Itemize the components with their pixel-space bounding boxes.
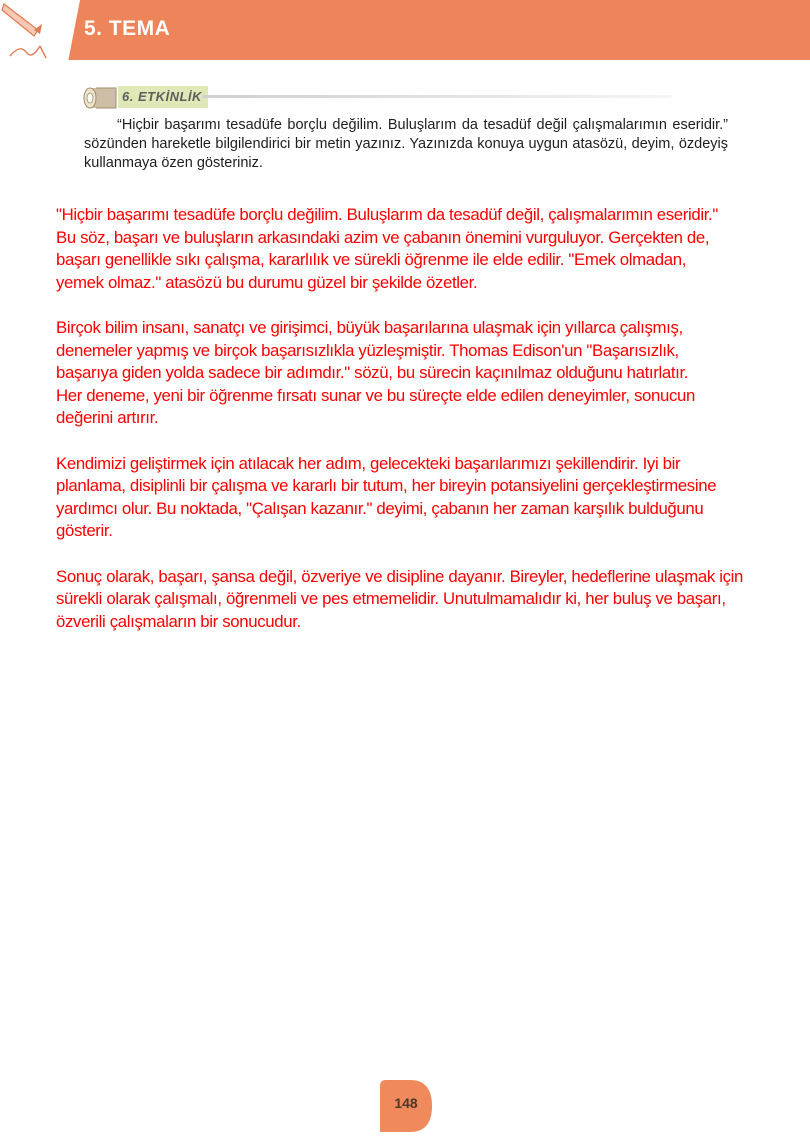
activity-header bbox=[82, 82, 682, 112]
essay-line: Her deneme, yeni bir öğrenme fırsatı sunar ve bu süreçte elde edilen deneyimler, sonucun bbox=[56, 385, 695, 405]
activity-divider bbox=[202, 95, 672, 98]
page-number: 148 bbox=[394, 1095, 418, 1111]
essay-line: Birçok bilim insanı, sanatçı ve girişimci, büyük başarılarına ulaşmak için yıllarca çalışmış, bbox=[56, 317, 683, 337]
activity-prompt-text: “Hiçbir başarımı tesadüfe borçlu değilim. Buluşlarım da tesadüf değil çalışmalarımın eseridir.” sözünden hareketle bilgilendirici bir metin yazınız. Yazınızda konuya uygun atasözü, deyim, özdeyiş kullanmaya özen gösteriniz. bbox=[84, 117, 728, 171]
theme-title: 5. TEMA bbox=[84, 17, 171, 40]
essay-line: başarıya giden yolda sadece bir adımdır." sözü, bu sürecin kaçınılmaz olduğunu hatırlatır. bbox=[56, 363, 689, 383]
scroll-icon bbox=[82, 82, 122, 112]
essay-line: yemek olmaz." atasözü bu durumu güzel bir şekilde özetler. bbox=[56, 272, 478, 292]
essay-line: gösterir. bbox=[56, 521, 113, 541]
essay-paragraph bbox=[56, 453, 796, 543]
essay-line: Sonuç olarak, başarı, şansa değil, özveriye ve disipline dayanır. Bireyler, hedeflerine ulaşmak için bbox=[56, 566, 743, 586]
essay-line: planlama, disiplinli bir çalışma ve kararlı bir tutum, her bireyin potansiyelini gerçekleştirmesine bbox=[56, 476, 717, 496]
essay-body bbox=[56, 204, 796, 656]
essay-paragraph bbox=[56, 317, 796, 430]
essay-line: değerini artırır. bbox=[56, 408, 159, 428]
essay-line: "Hiçbir başarımı tesadüfe borçlu değilim. Buluşlarım da tesadüf değil, çalışmalarımın eseridir." bbox=[56, 205, 718, 224]
activity-prompt bbox=[84, 116, 728, 173]
essay-line: Kendimizi geliştirmek için atılacak her adım, gelecekteki başarılarımızı şekillendirir. Iyi bir bbox=[56, 453, 681, 473]
pen-icon bbox=[0, 0, 72, 72]
essay-line: başarı genellikle sıkı çalışma, kararlılık ve sürekli öğrenme ile elde edilir. "Emek olmadan, bbox=[56, 250, 687, 270]
essay-line: özverili çalışmaların bir sonucudur. bbox=[56, 611, 301, 631]
essay-paragraph bbox=[56, 204, 796, 294]
essay-line: yardımcı olur. Bu noktada, "Çalışan kazanır." deyimi, çabanın her zaman karşılık bulduğunu bbox=[56, 498, 704, 518]
activity-label: 6. ETKİNLİK bbox=[118, 86, 208, 108]
essay-line: sürekli olarak çalışmalı, öğrenmeli ve pes etmemelidir. Unutulmamalıdır ki, her buluş ve başarı, bbox=[56, 589, 726, 609]
essay-line: Bu söz, başarı ve buluşların arkasındaki azim ve çabanın önemini vurguluyor. Gerçekten de, bbox=[56, 227, 710, 247]
essay-paragraph bbox=[56, 566, 796, 634]
essay-line: denemeler yapmış ve birçok başarısızlıkla yüzleşmiştir. Thomas Edison'un "Başarısızlık, bbox=[56, 340, 679, 360]
